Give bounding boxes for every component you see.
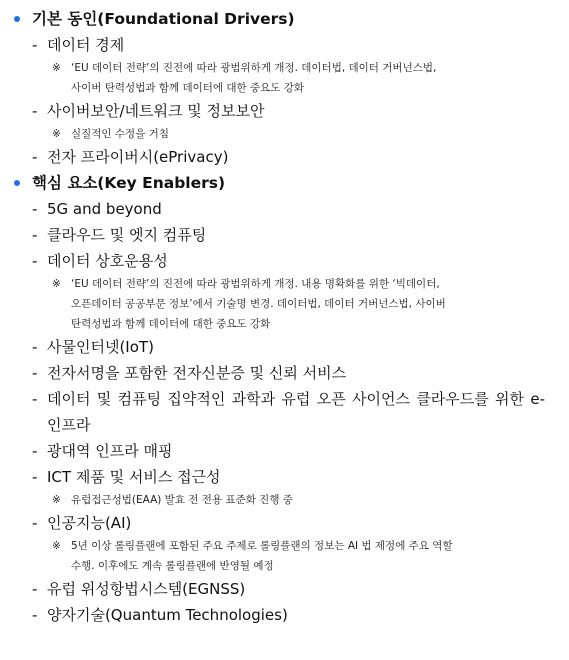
list-item xyxy=(0,98,569,124)
dash-marker: - xyxy=(32,102,38,120)
dash-marker: - xyxy=(32,226,38,244)
list-item-text: ICT 제품 및 서비스 접근성 xyxy=(47,468,221,486)
list-item xyxy=(0,248,569,274)
list-item-text: 5G and beyond xyxy=(47,200,162,218)
item-note-line: 실질적인 수정을 거침 xyxy=(71,128,169,140)
dash-marker: - xyxy=(32,514,38,532)
list-item-text: 광대역 인프라 매핑 xyxy=(47,442,173,460)
reference-mark: ※ xyxy=(52,494,61,506)
list-item-text: 인공지능(AI) xyxy=(47,514,132,532)
section-heading-text: 기본 동인(Foundational Drivers) xyxy=(32,10,295,28)
section xyxy=(0,6,569,170)
item-note-line: 5년 이상 롤링플랜에 포함된 주요 주제로 롤링플랜의 정보는 AI 법 제정에 주요 역할 xyxy=(71,540,453,552)
item-note xyxy=(0,536,569,576)
list-item-text: 클라우드 및 엣지 컴퓨팅 xyxy=(47,226,207,244)
list-item-text: 사이버보안/네트워크 및 정보보안 xyxy=(47,102,265,120)
item-note xyxy=(0,124,569,144)
dash-marker: - xyxy=(32,148,38,166)
list-item xyxy=(0,386,569,438)
dash-marker: - xyxy=(32,200,38,218)
list-item xyxy=(0,576,569,602)
bullet-dot xyxy=(14,16,20,22)
item-note-line: 유럽접근성법(EAA) 발효 전 전용 표준화 진행 중 xyxy=(71,494,293,506)
list-item-text: 양자기술(Quantum Technologies) xyxy=(47,606,288,624)
item-note-line: 탄력성법과 함께 데이터에 대한 중요도 강화 xyxy=(71,318,271,330)
list-item xyxy=(0,196,569,222)
list-item-text: 유럽 위성항법시스템(EGNSS) xyxy=(47,580,246,598)
list-item xyxy=(0,438,569,464)
reference-mark: ※ xyxy=(52,62,61,74)
list-item-text: 데이터 상호운용성 xyxy=(47,252,168,270)
section-heading xyxy=(0,170,569,196)
list-item xyxy=(0,32,569,58)
item-note-line: 수행. 이후에도 계속 롤링플랜에 반영될 예정 xyxy=(71,560,274,572)
section-heading xyxy=(0,6,569,32)
item-note-line: ‘EU 데이터 전략’의 진전에 따라 광범위하게 개정. 내용 명확화를 위한 ‘빅데이터, xyxy=(71,278,440,290)
section-heading-text: 핵심 요소(Key Enablers) xyxy=(32,174,226,192)
list-item-text: 전자 프라이버시(ePrivacy) xyxy=(47,148,229,166)
section xyxy=(0,170,569,628)
item-note-line: 오픈데이터 공공부문 정보’에서 기술명 변경. 데이터법, 데이터 거버넌스법, 사이버 xyxy=(71,298,446,310)
dash-marker: - xyxy=(32,580,38,598)
reference-mark: ※ xyxy=(52,278,61,290)
item-note-line: 사이버 탄력성법과 함께 데이터에 대한 중요도 강화 xyxy=(71,82,305,94)
list-item xyxy=(0,360,569,386)
reference-mark: ※ xyxy=(52,540,61,552)
bullet-dot xyxy=(14,180,20,186)
reference-mark: ※ xyxy=(52,128,61,140)
dash-marker: - xyxy=(32,36,38,54)
dash-marker: - xyxy=(32,390,38,408)
list-item-text: 데이터 및 컴퓨팅 집약적인 과학과 유럽 오픈 사이언스 클라우드를 위한 e-인프라 xyxy=(47,390,545,434)
dash-marker: - xyxy=(32,338,38,356)
list-item xyxy=(0,510,569,536)
list-item-text: 전자서명을 포함한 전자신분증 및 신뢰 서비스 xyxy=(47,364,347,382)
list-item xyxy=(0,464,569,490)
dash-marker: - xyxy=(32,442,38,460)
list-item xyxy=(0,144,569,170)
dash-marker: - xyxy=(32,252,38,270)
list-item xyxy=(0,222,569,248)
list-item xyxy=(0,602,569,628)
item-note xyxy=(0,490,569,510)
list-item-text: 데이터 경제 xyxy=(47,36,125,54)
list-item-text: 사물인터넷(IoT) xyxy=(47,338,154,356)
list-item xyxy=(0,334,569,360)
dash-marker: - xyxy=(32,606,38,624)
dash-marker: - xyxy=(32,364,38,382)
item-note xyxy=(0,58,569,98)
item-note xyxy=(0,274,569,334)
dash-marker: - xyxy=(32,468,38,486)
item-note-line: ‘EU 데이터 전략’의 진전에 따라 광범위하게 개정. 데이터법, 데이터 거버넌스법, xyxy=(71,62,437,74)
